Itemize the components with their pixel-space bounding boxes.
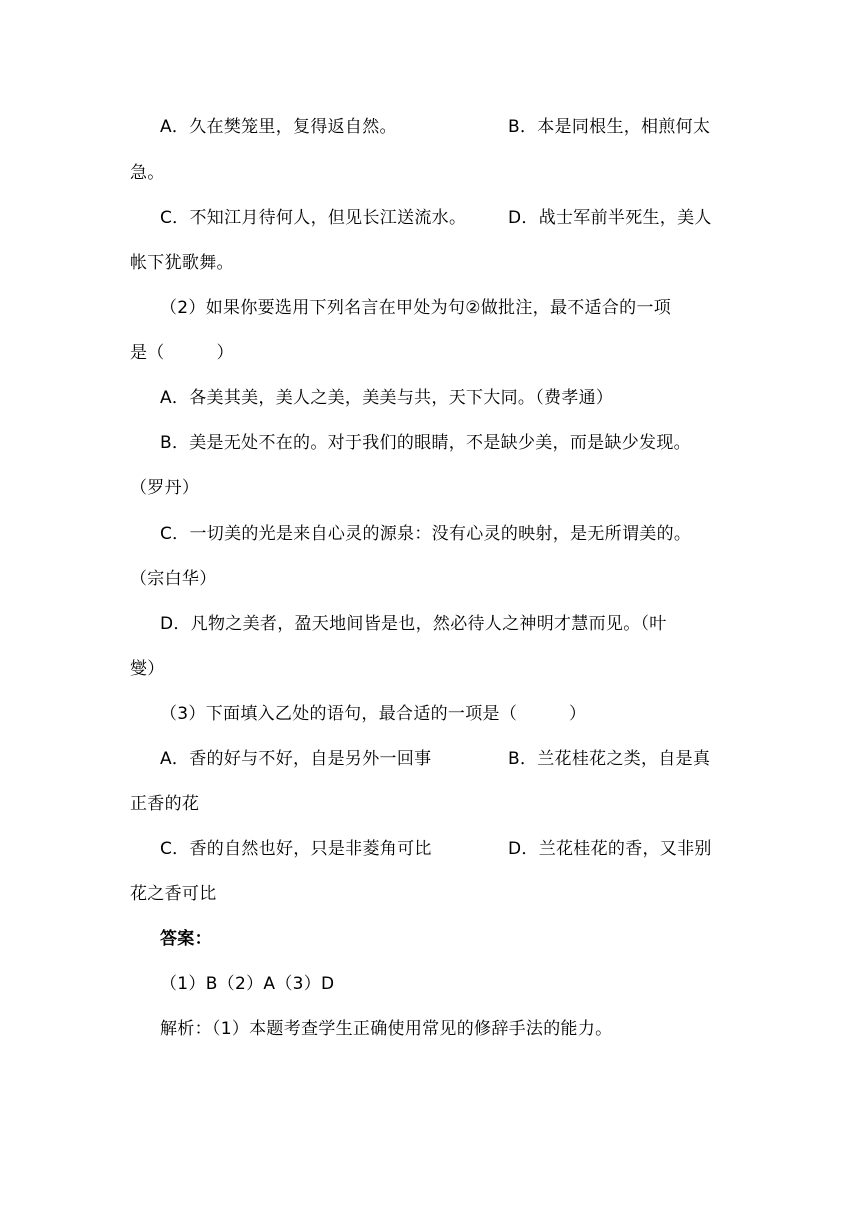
q1-option-b-line2: 急。 xyxy=(130,163,165,183)
q3-option-a: A．香的好与不好，自是另外一回事 xyxy=(160,749,432,769)
q3-option-d-line2: 花之香可比 xyxy=(130,884,217,904)
q3-option-b-line1: B．兰花桂花之类，自是真 xyxy=(508,749,711,769)
q2-option-c-line2: （宗白华） xyxy=(130,569,217,589)
q3-stem: （3）下面填入乙处的语句，最合适的一项是（ ） xyxy=(160,704,587,724)
q1-option-d-line1: D．战士军前半死生，美人 xyxy=(508,208,712,228)
q2-stem-line1: （2）如果你要选用下列名言在甲处为句②做批注，最不适合的一项 xyxy=(160,298,672,318)
q2-option-b-line2: （罗丹） xyxy=(130,478,200,498)
q3-option-b-line2: 正香的花 xyxy=(130,794,200,814)
q1-option-b-line1: B．本是同根生，相煎何太 xyxy=(508,117,711,137)
q1-option-c: C．不知江月待何人，但见长江送流水。 xyxy=(160,208,467,228)
answer-label: 答案： xyxy=(160,929,212,949)
q2-option-d-line2: 燮） xyxy=(130,659,165,679)
q1-option-d-line2: 帐下犹歌舞。 xyxy=(130,253,234,273)
q2-option-a: A．各美其美，美人之美，美美与共，天下大同。（费孝通） xyxy=(160,388,614,408)
q3-option-c: C．香的自然也好，只是非菱角可比 xyxy=(160,839,432,859)
q2-option-d-line1: D．凡物之美者，盈天地间皆是也，然必待人之神明才慧而见。（叶 xyxy=(160,614,667,634)
answer-analysis: 解析：（1）本题考查学生正确使用常见的修辞手法的能力。 xyxy=(160,1019,613,1039)
q3-option-d-line1: D．兰花桂花的香，又非别 xyxy=(508,839,712,859)
q2-option-b-line1: B．美是无处不在的。对于我们的眼睛，不是缺少美，而是缺少发现。 xyxy=(160,433,691,453)
answer-values: （1）B（2）A（3）D xyxy=(160,974,335,994)
q1-option-a: A．久在樊笼里，复得返自然。 xyxy=(160,117,397,137)
q2-stem-line2: 是（ ） xyxy=(130,343,234,363)
q2-option-c-line1: C．一切美的光是来自心灵的源泉：没有心灵的映射，是无所谓美的。 xyxy=(160,524,692,544)
